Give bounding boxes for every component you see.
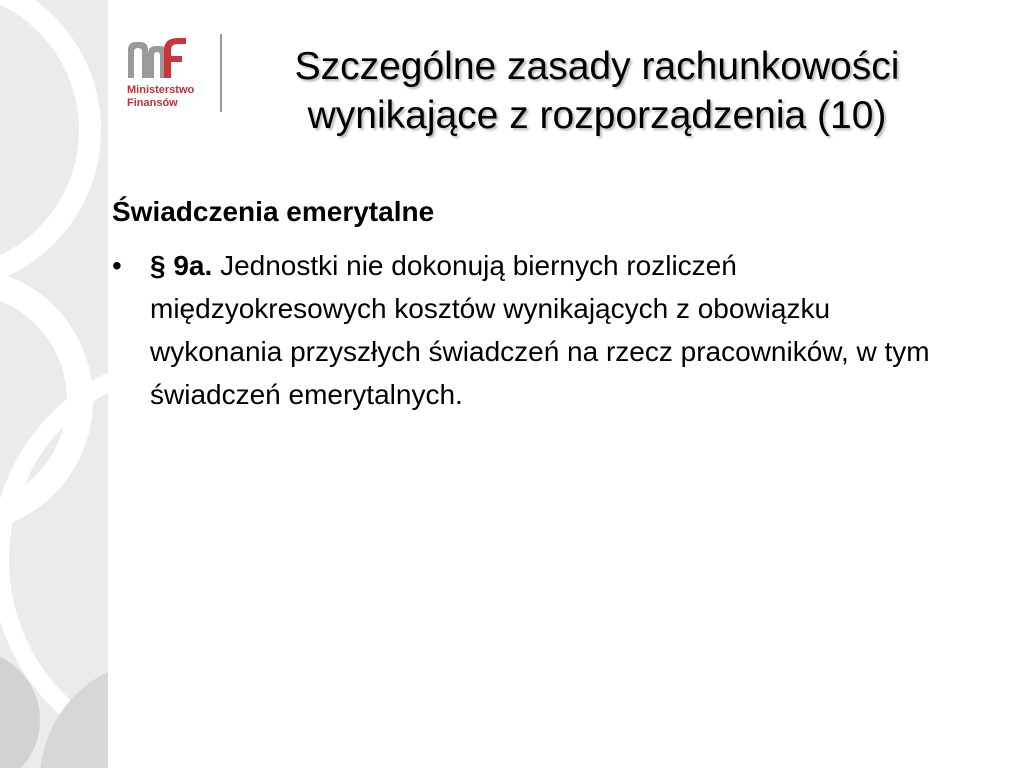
logo-divider: [220, 34, 222, 112]
decorative-circles: [0, 0, 108, 768]
slide-title-line-2: wynikające z rozporządzenia (10): [307, 94, 887, 137]
slide-title-line-1: Szczególne zasady rachunkowości: [294, 45, 900, 88]
mf-logo-mark-icon: [126, 34, 190, 80]
slide-title: [232, 42, 962, 140]
ministry-logo: [126, 34, 226, 114]
paragraph-reference: § 9a.: [150, 250, 213, 281]
bullet-text: [150, 244, 960, 416]
logo-text-finance: Finansów: [127, 97, 178, 109]
bullet-symbol: •: [112, 250, 122, 281]
bullet-body: Jednostki nie dokonują biernych rozliczeń międzyokresowych kosztów wynikających z obowiązku wykonania przyszłych świadczeń na rzecz pracowników, w tym świadczeń emerytalnych.: [150, 250, 930, 410]
decorative-side-band: [0, 0, 108, 768]
section-heading: Świadczenia emerytalne: [112, 196, 435, 227]
logo-text-ministry: Ministerstwo: [127, 84, 195, 96]
